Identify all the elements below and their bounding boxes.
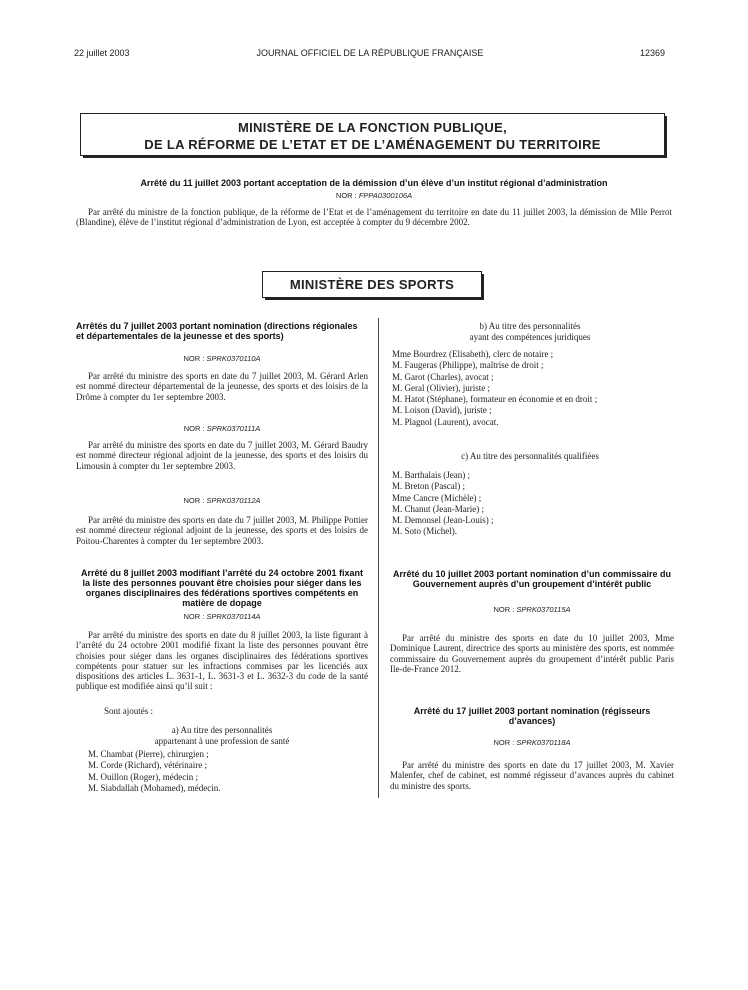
nor-code: SPRK0370115A [516, 605, 571, 614]
nor-sprk0370112a [76, 496, 368, 505]
nor-sprk0370110a [76, 354, 368, 363]
arrete-baudry-text: Par arrêté du ministre des sports en date du 7 juillet 2003, M. Gérard Baudry est nommé directeur régional adjoint de la jeunesse, des sports et des loisirs du Limousin à compter du 1er septembre 2003. [76, 440, 368, 471]
section-c-heading: c) Au titre des personnalités qualifiées [461, 451, 599, 461]
arrete-fp-text: Par arrêté du ministre de la fonction publique, de la réforme de l’Etat et de l’aménagement du territoire en date du 11 juillet 2003, la démission de Mlle Perrot (Blandine), élève de l’institut régional d’administration de Lyon, est acceptée à compter du 9 décembre 2002. [76, 207, 672, 228]
list-item: M. Garot (Charles), avocat ; [392, 371, 494, 382]
list-item: M. Chanut (Jean-Marie) ; [392, 503, 484, 514]
nor-code: SPRK0370112A [206, 496, 261, 505]
header-page-number: 12369 [640, 48, 666, 58]
nor-sprk0370114a [76, 612, 368, 621]
nor-code: FPPA0300106A [358, 191, 413, 200]
section-a-heading-line2: appartenant à une profession de santé [154, 735, 290, 746]
nor-code: SPRK0370110A [206, 354, 261, 363]
section-c-list [392, 470, 674, 538]
ministry-fonction-publique-line2: DE LA RÉFORME DE L’ETAT ET DE L’AMÉNAGEMENT DU TERRITOIRE [144, 137, 601, 152]
section-b-heading-line2: ayant des compétences juridiques [469, 331, 591, 342]
section-b-heading [386, 321, 674, 342]
ministry-sports-title: MINISTÈRE DES SPORTS [289, 277, 455, 292]
list-item: M. Siabdallah (Mohamed), médecin. [88, 782, 221, 793]
nor-label: NOR : [493, 738, 515, 747]
list-item: M. Loison (David), juriste ; [392, 405, 492, 416]
nor-code: SPRK0370114A [206, 612, 261, 621]
list-item: M. Geral (Olivier), juriste ; [392, 382, 490, 393]
section-a-heading [76, 725, 368, 746]
arrete-pottier-text: Par arrêté du ministre des sports en date du 7 juillet 2003, M. Philippe Pottier est nommé directeur régional adjoint de la jeunesse, des sports et des loisirs de Poitou-Charentes à compter du 1er septembre 2003. [76, 515, 368, 546]
list-item: M. Ouillon (Roger), médecin ; [88, 771, 198, 782]
list-item: M. Faugeras (Philippe), maîtrise de droit ; [392, 360, 544, 371]
arrete-8-juillet-text: Par arrêté du ministre des sports en date du 8 juillet 2003, la liste figurant à l’arrêté du 24 octobre 2001 modifié fixant la liste des personnes pouvant être choisies pour siéger dans les organes disciplinaires des fédérations sportives compétents pour statuer sur les infractions commises par les licenciés aux dispositions des articles L. 3631-1, L. 3631-3 et L. 3632-3 du code de la santé publique est modifiée ainsi qu’il suit : [76, 630, 368, 692]
list-item: M. Soto (Michel). [392, 526, 457, 537]
list-item: M. Corde (Richard), vétérinaire ; [88, 760, 207, 771]
ministry-fonction-publique-line1: MINISTÈRE DE LA FONCTION PUBLIQUE, [238, 120, 507, 135]
nor-label: NOR : [183, 354, 205, 363]
section-b-heading-line1: b) Au titre des personnalités [479, 321, 581, 331]
arrete-fp-title: Arrêté du 11 juillet 2003 portant acceptation de la démission d’un élève d’un institut régional d’administration [140, 178, 608, 188]
nor-sprk0370115a [390, 605, 674, 614]
arrete-8-juillet-title: Arrêté du 8 juillet 2003 modifiant l’arrêté du 24 octobre 2001 fixant la liste des personnes pouvant être choisies pour siéger dans les organes disciplinaires des fédérations sportives compétents en matière de dopage [80, 568, 364, 608]
column-divider [378, 318, 379, 798]
sont-ajoutes: Sont ajoutés : [104, 706, 153, 716]
arrete-arlen-text: Par arrêté du ministre des sports en date du 7 juillet 2003, M. Gérard Arlen est nommé directeur départemental de la jeunesse, des sports et des loisirs de la Drôme à compter du 1er septembre 2003. [76, 371, 368, 402]
arrete-17-juillet-text: Par arrêté du ministre des sports en date du 17 juillet 2003, M. Xavier Malenfer, chef de cabinet, est nommé régisseur d’avances auprès du cabinet du ministre des sports. [390, 760, 674, 791]
arretes-7-juillet-title: Arrêtés du 7 juillet 2003 portant nomination (directions régionales et départementales de la jeunesse et des sports) [76, 321, 358, 341]
nor-label: NOR : [183, 424, 205, 433]
list-item: M. Chambat (Pierre), chirurgien ; [88, 749, 209, 759]
ministry-fonction-publique-box [80, 113, 665, 156]
ministry-sports-box [262, 271, 482, 298]
list-item: M. Hatot (Stéphane), formateur en économie et en droit ; [392, 394, 598, 405]
list-item: Mme Bourdrez (Elisabeth), clerc de notaire ; [392, 349, 554, 359]
list-item: M. Demonsel (Jean-Louis) ; [392, 515, 494, 526]
arrete-17-juillet-title: Arrêté du 17 juillet 2003 portant nomination (régisseurs d’avances) [413, 706, 651, 726]
list-item: M. Breton (Pascal) ; [392, 481, 465, 492]
arrete-10-juillet-title: Arrêté du 10 juillet 2003 portant nomination d’un commissaire du Gouvernement auprès d’un groupement d’intérêt public [392, 569, 672, 589]
nor-sprk0370118a [390, 738, 674, 747]
section-a-list [88, 749, 368, 794]
nor-label: NOR : [493, 605, 515, 614]
header-journal-title: JOURNAL OFFICIEL DE LA RÉPUBLIQUE FRANÇAISE [256, 48, 484, 58]
nor-code: SPRK0370111A [206, 424, 261, 433]
nor-sprk0370111a [76, 424, 368, 433]
list-item: Mme Cancre (Michèle) ; [392, 492, 482, 503]
section-a-heading-line1: a) Au titre des personnalités [171, 725, 273, 735]
list-item: M. Barthalais (Jean) ; [392, 470, 470, 480]
arrete-10-juillet-text: Par arrêté du ministre des sports en date du 10 juillet 2003, Mme Dominique Laurent, directrice des sports au ministère des sports, est nommée commissaire du Gouvernement auprès du groupement d’intérêt public Paris Ile-de-France 2012. [390, 633, 674, 674]
arrete-fp-nor [76, 191, 672, 200]
list-item: M. Plagnol (Laurent), avocat. [392, 416, 499, 427]
nor-code: SPRK0370118A [516, 738, 571, 747]
nor-label: NOR : [183, 612, 205, 621]
nor-label: NOR : [335, 191, 357, 200]
section-b-list [392, 349, 674, 428]
header-date: 22 juillet 2003 [74, 48, 130, 58]
nor-label: NOR : [183, 496, 205, 505]
